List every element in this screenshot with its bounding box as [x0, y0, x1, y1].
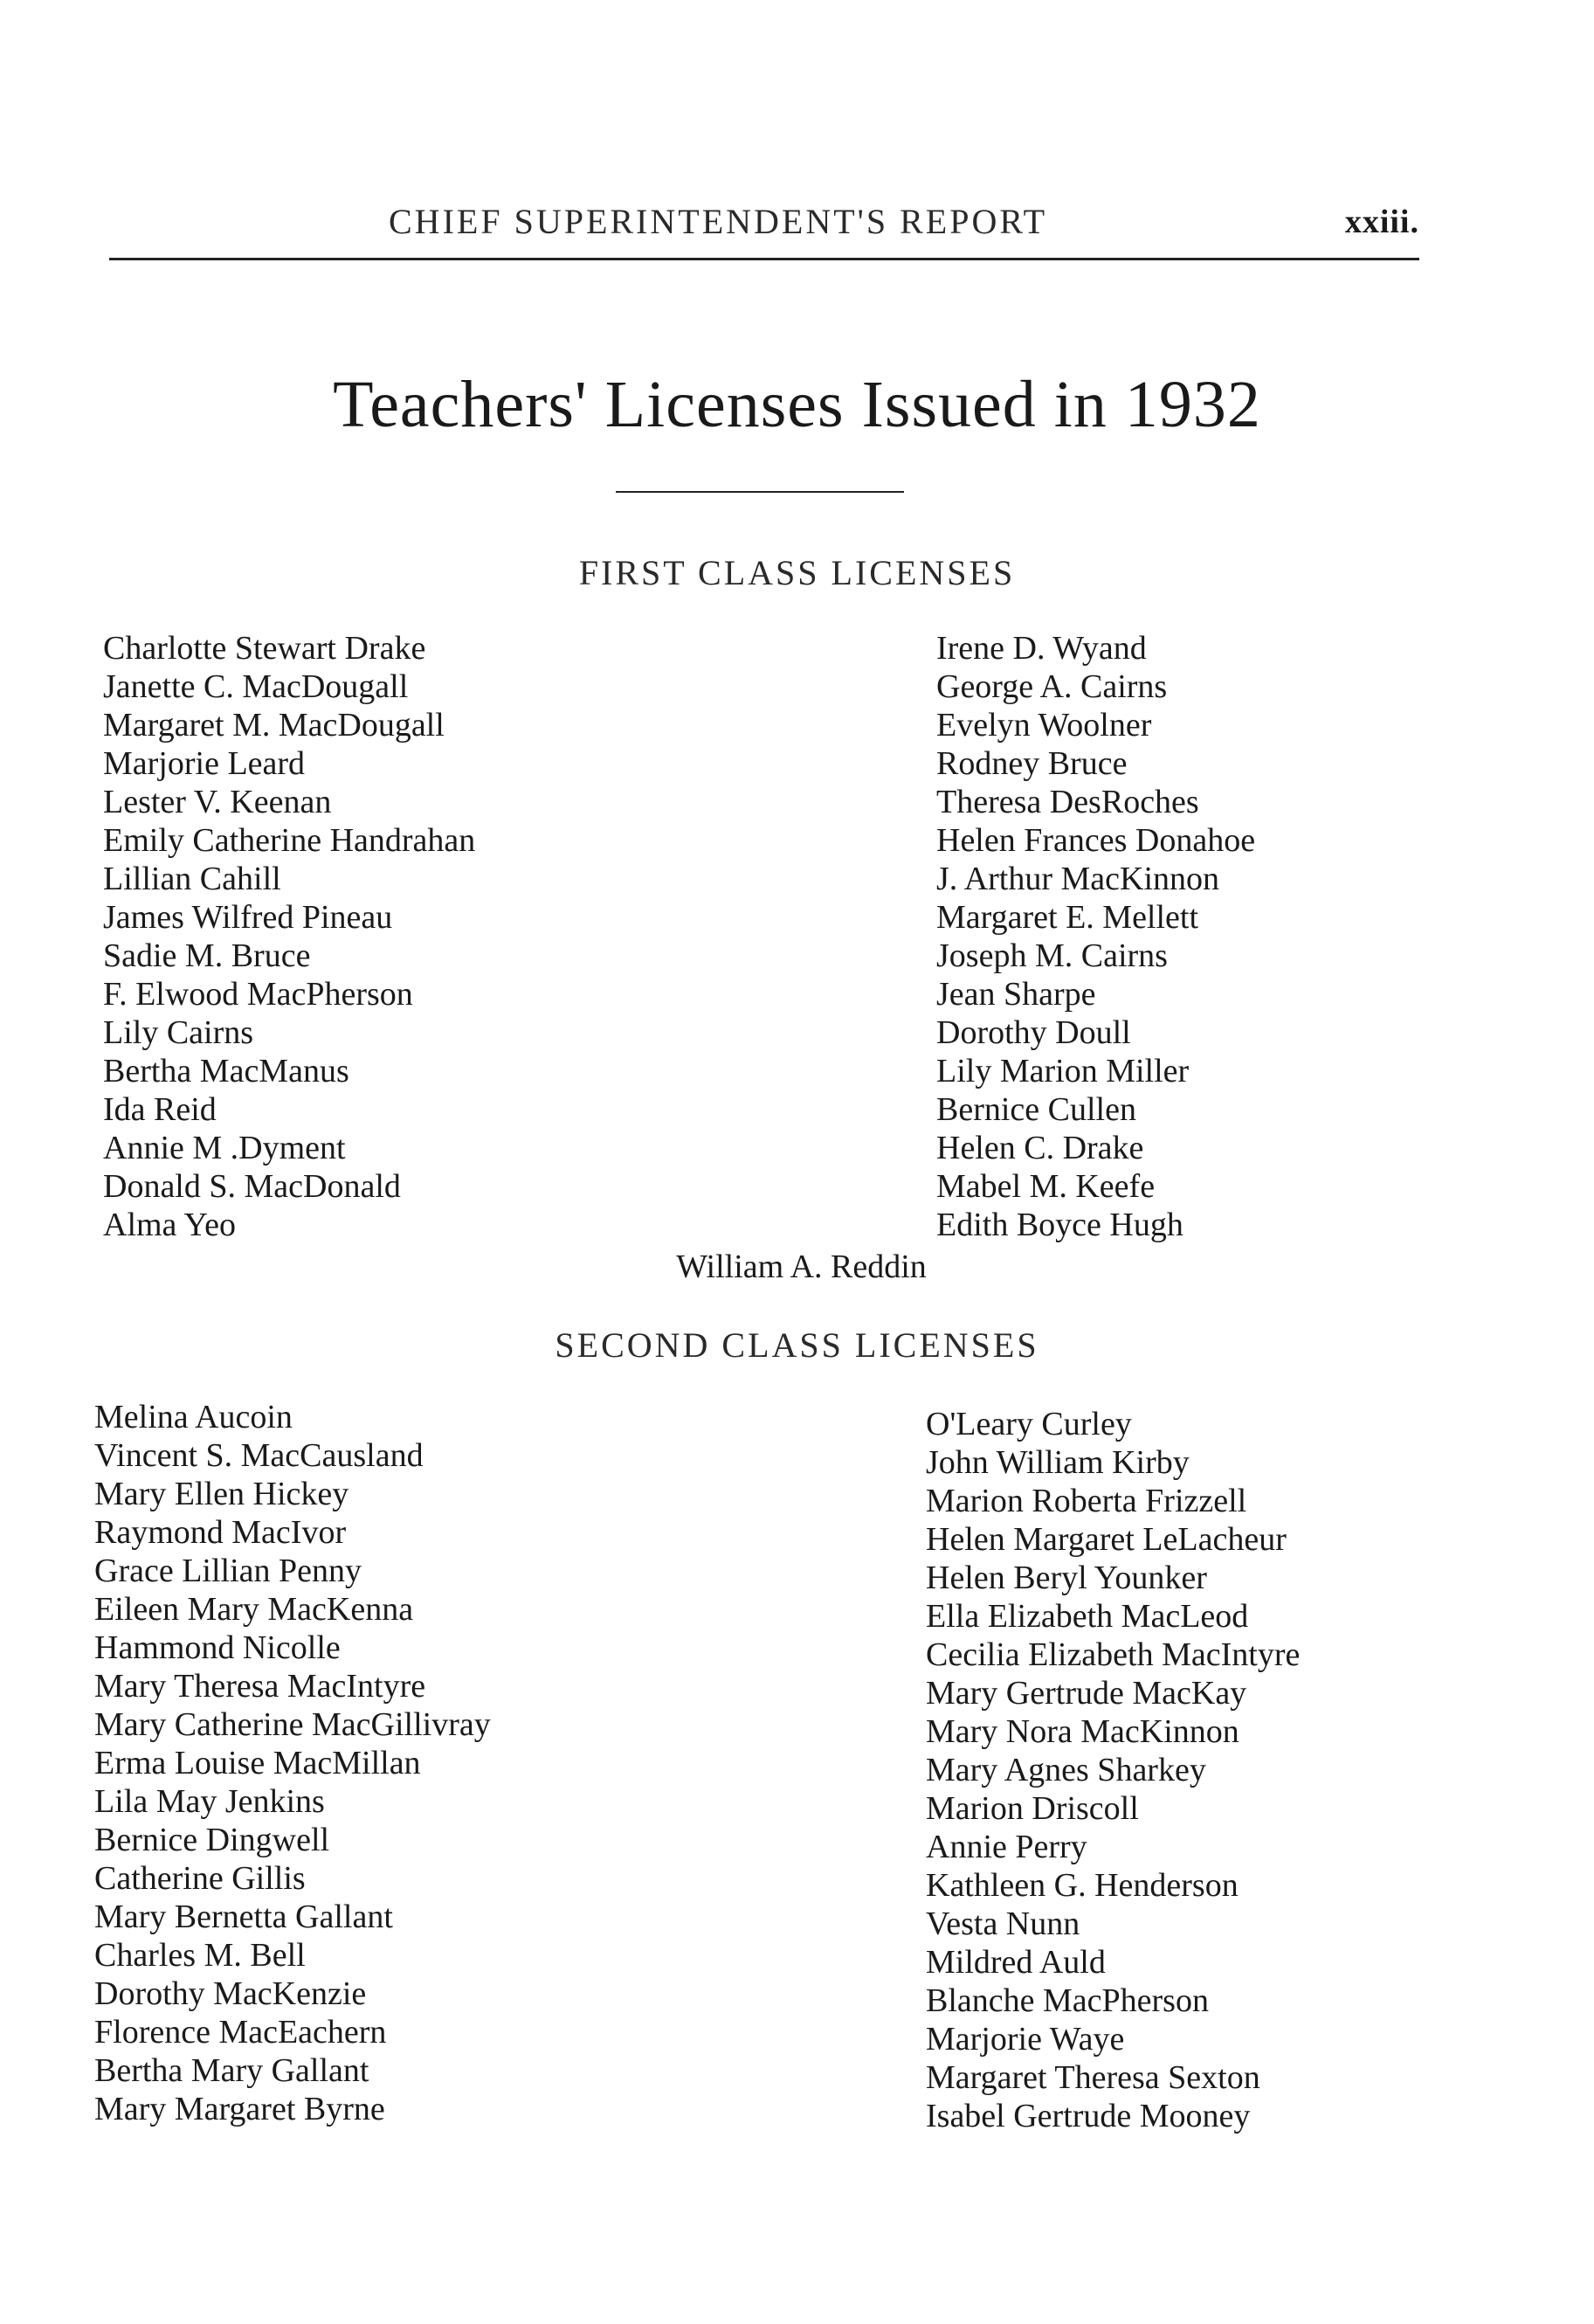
list-item: Hammond Nicolle: [94, 1629, 341, 1666]
second-class-left-list: [94, 1398, 491, 2128]
list-item: Dorothy MacKenzie: [94, 1975, 367, 2012]
running-header: [109, 201, 1419, 253]
page-number: xxiii.: [1344, 204, 1419, 240]
list-item: Annie M .Dyment: [103, 1130, 346, 1166]
list-item: Lila May Jenkins: [94, 1783, 325, 1820]
list-item: Helen Frances Donahoe: [936, 822, 1256, 859]
title-rule: [616, 491, 904, 493]
list-item: O'Leary Curley: [926, 1406, 1132, 1442]
list-item: Mary Agnes Sharkey: [926, 1752, 1206, 1788]
list-item: Ella Elizabeth MacLeod: [926, 1598, 1249, 1635]
list-item: Eileen Mary MacKenna: [94, 1591, 414, 1628]
list-item: Charlotte Stewart Drake: [103, 630, 426, 667]
first-class-centered-name: William A. Reddin: [676, 1248, 927, 1285]
list-item: Blanche MacPherson: [926, 1982, 1209, 2019]
list-item: Mildred Auld: [926, 1944, 1106, 1981]
first-class-heading: FIRST CLASS LICENSES: [578, 553, 1016, 592]
list-item: John William Kirby: [926, 1444, 1190, 1481]
list-item: Margaret E. Mellett: [936, 899, 1199, 936]
first-class-right-list: [936, 629, 1255, 1244]
list-item: Alma Yeo: [103, 1207, 237, 1243]
list-item: Dorothy Doull: [936, 1014, 1131, 1051]
list-item: Emily Catherine Handrahan: [103, 822, 476, 859]
list-item: Evelyn Woolner: [936, 707, 1152, 744]
list-item: Erma Louise MacMillan: [94, 1745, 421, 1781]
second-class-right-list: [926, 1405, 1300, 2135]
second-class-heading: SECOND CLASS LICENSES: [555, 1325, 1039, 1365]
list-item: Vesta Nunn: [926, 1906, 1080, 1942]
list-item: Catherine Gillis: [94, 1860, 306, 1897]
list-item: Bernice Cullen: [936, 1091, 1136, 1128]
list-item: Jean Sharpe: [936, 976, 1096, 1013]
list-item: Cecilia Elizabeth MacIntyre: [926, 1636, 1301, 1673]
list-item: Joseph M. Cairns: [936, 937, 1168, 974]
list-item: James Wilfred Pineau: [103, 899, 393, 936]
list-item: Donald S. MacDonald: [103, 1168, 401, 1205]
first-class-left-list: [103, 629, 475, 1244]
list-item: Marion Driscoll: [926, 1790, 1139, 1827]
list-item: Mary Gertrude MacKay: [926, 1675, 1247, 1712]
list-item: Grace Lillian Penny: [94, 1553, 362, 1589]
list-item: Mary Margaret Byrne: [94, 2091, 385, 2127]
list-item: Janette C. MacDougall: [103, 668, 409, 705]
list-item: Mary Bernetta Gallant: [94, 1899, 393, 1935]
list-item: Lily Cairns: [103, 1014, 254, 1051]
list-item: Marjorie Waye: [926, 2021, 1125, 2058]
header-rule: [109, 258, 1419, 260]
list-item: Lester V. Keenan: [103, 784, 332, 820]
list-item: Mary Theresa MacIntyre: [94, 1668, 426, 1705]
list-item: Helen Beryl Younker: [926, 1560, 1207, 1596]
list-item: Kathleen G. Henderson: [926, 1867, 1239, 1904]
list-item: George A. Cairns: [936, 668, 1168, 705]
page-title: Teachers' Licenses Issued in 1932: [333, 368, 1261, 441]
list-item: Margaret M. MacDougall: [103, 707, 445, 744]
list-item: Bernice Dingwell: [94, 1822, 330, 1858]
list-item: Mabel M. Keefe: [936, 1168, 1156, 1205]
list-item: Annie Perry: [926, 1829, 1087, 1865]
list-item: Sadie M. Bruce: [103, 937, 311, 974]
list-item: Margaret Theresa Sexton: [926, 2059, 1260, 2096]
list-item: Isabel Gertrude Mooney: [926, 2098, 1251, 2134]
list-item: Bertha MacManus: [103, 1053, 349, 1089]
list-item: Helen C. Drake: [936, 1130, 1144, 1166]
list-item: Mary Ellen Hickey: [94, 1476, 349, 1512]
list-item: Marion Roberta Frizzell: [926, 1483, 1247, 1519]
list-item: Ida Reid: [103, 1091, 217, 1128]
list-item: Bertha Mary Gallant: [94, 2052, 369, 2089]
list-item: F. Elwood MacPherson: [103, 976, 413, 1013]
list-item: Charles M. Bell: [94, 1937, 306, 1974]
list-item: Raymond MacIvor: [94, 1514, 347, 1551]
list-item: Edith Boyce Hugh: [936, 1207, 1183, 1243]
list-item: J. Arthur MacKinnon: [936, 861, 1220, 897]
list-item: Marjorie Leard: [103, 745, 306, 782]
list-item: Mary Catherine MacGillivray: [94, 1706, 491, 1743]
running-title: CHIEF SUPERINTENDENT'S REPORT: [389, 202, 1048, 241]
list-item: Florence MacEachern: [94, 2014, 387, 2051]
list-item: Helen Margaret LeLacheur: [926, 1521, 1287, 1558]
list-item: Theresa DesRoches: [936, 784, 1199, 820]
list-item: Vincent S. MacCausland: [94, 1437, 424, 1474]
list-item: Lily Marion Miller: [936, 1053, 1190, 1089]
list-item: Mary Nora MacKinnon: [926, 1713, 1239, 1750]
list-item: Melina Aucoin: [94, 1399, 293, 1435]
list-item: Rodney Bruce: [936, 745, 1128, 782]
list-item: Lillian Cahill: [103, 861, 281, 897]
list-item: Irene D. Wyand: [936, 630, 1147, 667]
